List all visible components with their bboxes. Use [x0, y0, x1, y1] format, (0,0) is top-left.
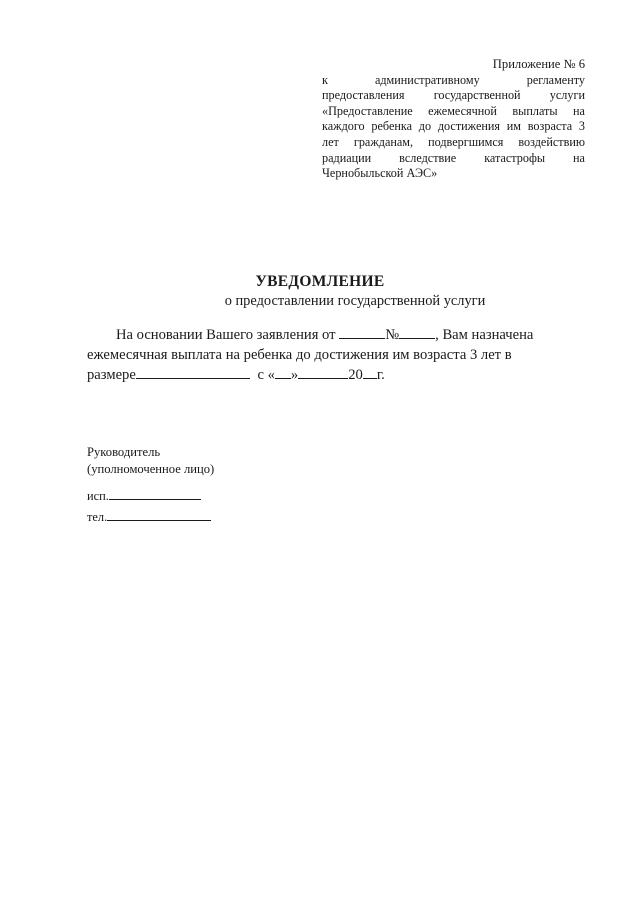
appendix-line-5: [322, 135, 585, 151]
appendix-word: каждого: [322, 119, 365, 134]
application-number-blank[interactable]: [399, 325, 435, 339]
appendix-line-4: [322, 119, 585, 135]
day-blank[interactable]: [275, 365, 291, 379]
appendix-word: на: [573, 103, 585, 118]
appendix-word: возраста: [527, 119, 573, 134]
appendix-word: регламенту: [526, 72, 585, 87]
signature-block: [87, 444, 214, 478]
body-line-1: [116, 325, 586, 346]
year-prefix: 20: [348, 367, 363, 383]
body-word: ребенка: [243, 346, 293, 363]
body-word: достижения: [314, 346, 389, 363]
appendix-word: им: [506, 119, 522, 134]
body-line-1-tail: , Вам назначена: [435, 327, 534, 343]
appendix-word: воздействию: [518, 134, 585, 149]
appendix-word: вследствие: [399, 150, 457, 165]
appendix-word: выплаты: [512, 103, 558, 118]
executor-blank[interactable]: [109, 489, 201, 500]
appendix-word: до: [418, 119, 432, 134]
notice-title: УВЕДОМЛЕНИЕ: [255, 273, 385, 290]
phone-blank[interactable]: [107, 510, 211, 521]
appendix-word: к: [322, 72, 328, 87]
phone-line: [87, 510, 211, 525]
appendix-word: лет: [322, 134, 339, 149]
appendix-number: Приложение № 6: [492, 57, 585, 71]
body-line-2: [87, 346, 586, 366]
appendix-word: ребенка: [371, 119, 413, 134]
body-word: ежемесячная: [87, 346, 168, 363]
appendix-word: услуги: [549, 88, 585, 103]
phone-label: тел.: [87, 510, 108, 524]
appendix-line-7-text: Чернобыльской АЭС»: [322, 166, 438, 181]
body-word: в: [504, 346, 512, 363]
body-line-3: [87, 365, 586, 386]
appendix-word: административному: [374, 72, 480, 87]
body-word: на: [225, 346, 240, 363]
amount-label: размере: [87, 367, 136, 383]
body-word: 3: [469, 346, 478, 363]
body-word: до: [295, 346, 311, 363]
executor-label: исп.: [87, 489, 109, 503]
body-word: возраста: [413, 346, 467, 363]
signatory-role-note: (уполномоченное лицо): [87, 462, 215, 476]
body-line-1-fields: [339, 327, 533, 343]
executor-line: [87, 489, 201, 504]
appendix-word: «Предоставление: [322, 103, 413, 118]
appendix-line-3: [322, 104, 585, 120]
appendix-line-7: [322, 166, 585, 182]
appendix-word: предоставления: [322, 88, 405, 103]
body-word: лет: [480, 346, 502, 363]
appendix-line-6: [322, 151, 585, 167]
appendix-word: достижения: [437, 119, 501, 134]
appendix-word: катастрофы: [484, 150, 546, 165]
year-blank[interactable]: [363, 365, 377, 379]
month-blank[interactable]: [298, 365, 348, 379]
appendix-text: [322, 73, 585, 182]
number-sign: №: [385, 327, 400, 343]
appendix-word: подвергшимся: [428, 134, 504, 149]
notice-body: [87, 325, 586, 386]
appendix-line-1: [322, 73, 585, 89]
appendix-line-2: [322, 88, 585, 104]
notice-subtitle: о предоставлении государственной услуги: [224, 293, 486, 309]
body-word: им: [392, 346, 410, 363]
appendix-word: на: [573, 150, 585, 165]
appendix-word: 3: [578, 119, 585, 134]
application-date-blank[interactable]: [339, 325, 385, 339]
amount-blank[interactable]: [136, 365, 250, 379]
body-line-1-intro: На основании Вашего заявления от: [116, 327, 336, 343]
quote-close: »: [290, 367, 299, 383]
year-suffix: г.: [376, 367, 385, 383]
signatory-role: Руководитель: [87, 445, 161, 459]
appendix-word: ежемесячной: [428, 103, 497, 118]
from-label: с «: [257, 367, 275, 383]
appendix-word: радиации: [322, 150, 372, 165]
body-word: выплата: [171, 346, 223, 363]
appendix-block: [322, 57, 585, 182]
appendix-word: государственной: [433, 88, 521, 103]
appendix-word: гражданам,: [353, 134, 414, 149]
